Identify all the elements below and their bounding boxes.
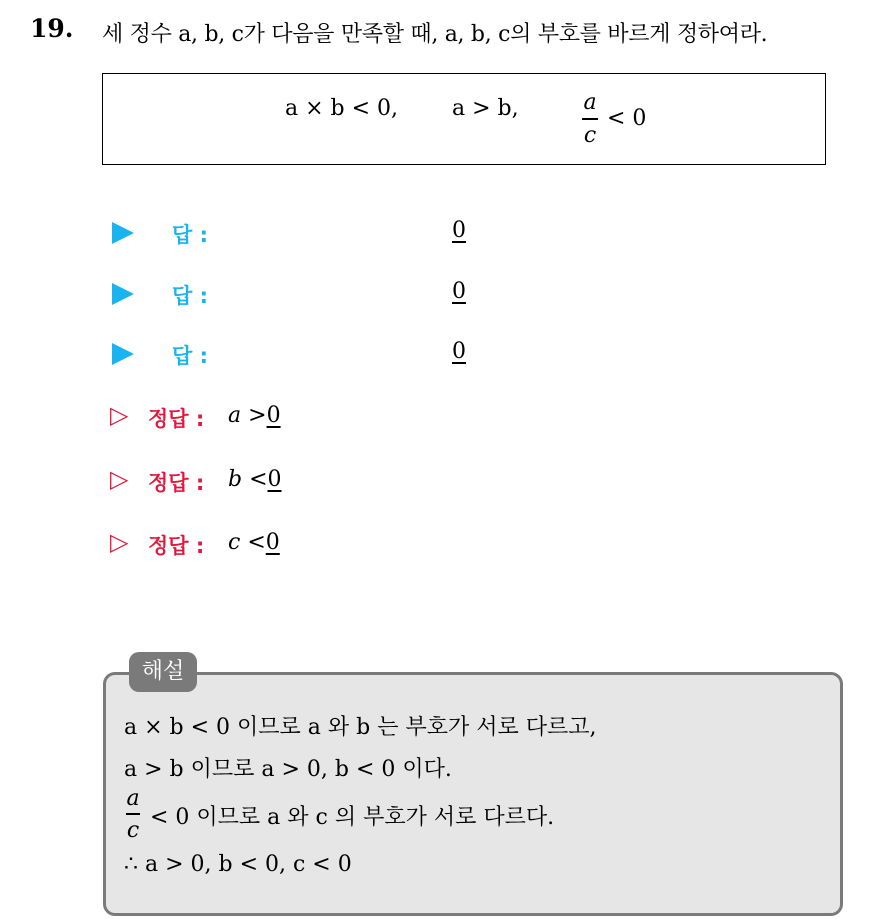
solution-tag: 해설 [129,652,197,692]
solution-line-3-rest: < 0 이므로 a 와 c 의 부호가 서로 다르다. [150,805,555,830]
solution-line-2: a > b 이므로 a > 0, b < 0 이다. [124,757,452,782]
condition-3-denominator: c [583,123,597,148]
solution-line-4: ∴ a > 0, b < 0, c < 0 [124,852,352,877]
answer-label: 답 : [172,223,208,247]
outline-triangle-icon: ▷ [110,465,129,493]
correct-answer-label: 정답 : [148,471,205,495]
play-icon [112,222,134,244]
condition-3-numerator: a [583,90,597,115]
condition-1: a × b < 0, [285,96,399,121]
answer-value[interactable]: 0 [452,279,466,304]
question-text: 세 정수 a, b, c가 다음을 만족할 때, a, b, c의 부호를 바르게 정하여라. [102,22,768,47]
answer-value[interactable]: 0 [452,218,466,243]
solution-fraction-denominator: c [126,818,140,843]
correct-answer-value: b <0 [228,467,282,492]
answer-value[interactable]: 0 [452,339,466,364]
answer-label: 답 : [172,344,208,368]
solution-box [103,672,843,916]
correct-answer-label: 정답 : [148,534,205,558]
condition-2: a > b, [452,96,519,121]
solution-fraction-bar [126,813,140,815]
condition-3-rest: < 0 [607,106,647,131]
solution-line-1: a × b < 0 이므로 a 와 b 는 부호가 서로 다르고, [124,715,597,740]
answer-label: 답 : [172,284,208,308]
correct-answer-value: a >0 [228,403,281,428]
correct-answer-value: c <0 [228,530,280,555]
condition-3-fraction-bar [582,118,598,120]
solution-fraction-numerator: a [126,786,140,811]
question-number: 19. [30,14,74,43]
outline-triangle-icon: ▷ [110,401,129,429]
play-icon [112,283,134,305]
outline-triangle-icon: ▷ [110,528,129,556]
correct-answer-label: 정답 : [148,407,205,431]
play-icon [112,343,134,365]
